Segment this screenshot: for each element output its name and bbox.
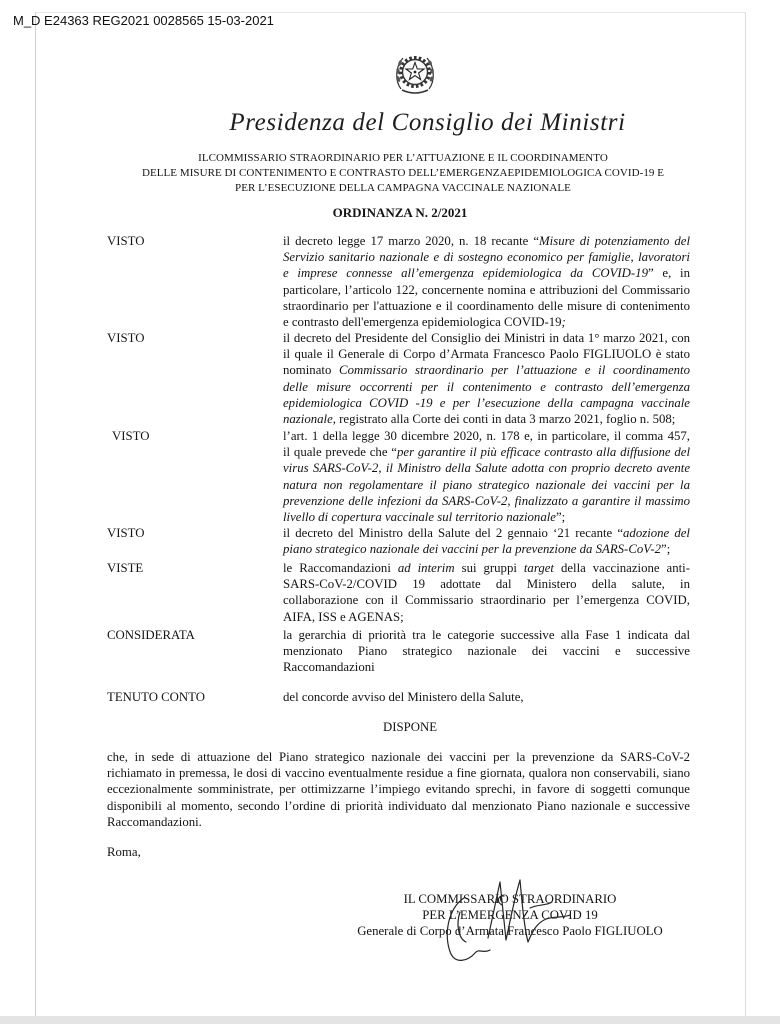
text-run: Raccomandazioni. xyxy=(107,814,202,829)
italic-text-run: delle misure occorrenti per il contenimento e contrasto dell’emergenza xyxy=(283,379,690,394)
premise-label: CONSIDERATA xyxy=(107,628,195,642)
heading-line: PER L’ESECUZIONE DELLA CAMPAGNA VACCINALE NAZIONALE xyxy=(235,182,571,194)
text-line xyxy=(283,592,690,608)
italic-text-run: ; xyxy=(561,315,566,330)
italic-text-run: target xyxy=(523,561,554,575)
premise-text xyxy=(283,689,690,705)
italic-text-run: per garantire il più efficace contrasto alla diffusione del xyxy=(397,445,690,460)
italic-text-run: Commissario straordinario per l’attuazione e il coordinamento xyxy=(339,363,690,378)
premise-text xyxy=(283,330,690,427)
text-line xyxy=(283,314,690,330)
text-run: del concorde avviso del Ministero della Salute, xyxy=(283,690,524,704)
text-run: richiamato in premessa, le dosi di vaccino eventualmente residue a fine giornata, qualora non conservabili, siano xyxy=(107,766,690,781)
italic-text-run: adozione del xyxy=(623,526,690,540)
text-run: menzionato Piano strategico nazionale dei vaccini e successive xyxy=(283,644,690,659)
ordinance-title: ORDINANZA N. 2/2021 xyxy=(332,205,468,220)
premise-text xyxy=(283,233,690,330)
text-line xyxy=(107,749,690,765)
text-line xyxy=(107,814,690,830)
italic-text-run: piano strategico nazionale dei vaccini per la prevenzione da SARS-CoV-2 xyxy=(283,542,662,557)
text-run: nominato xyxy=(283,363,340,378)
text-line xyxy=(283,509,690,525)
protocol-stamp: M_D E24363 REG2021 0028565 15-03-2021 xyxy=(13,13,274,28)
text-run: e contrasto dell'emergenza epidemiologica COVID-19 xyxy=(283,315,562,330)
text-line xyxy=(283,395,690,411)
signer-title: IL COMMISSARIO STRAORDINARIO xyxy=(403,892,617,906)
text-line xyxy=(283,643,690,659)
italic-text-run: Misure di potenziamento del xyxy=(539,234,691,248)
text-run: ”; xyxy=(661,542,671,557)
heading-line: DELLE MISURE DI CONTENIMENTO E CONTRASTO DELL’EMERGENZAEPIDEMIOLOGICA COVID-19 E xyxy=(142,167,664,179)
text-run: il decreto legge 17 marzo 2020, n. 18 recante “ xyxy=(283,234,540,248)
italic-text-run: epidemiologica COVID -19 e per l’esecuzione della campagna vaccinale xyxy=(283,395,690,410)
text-line xyxy=(283,525,690,541)
text-run: particolare, l’articolo 122, concernente nomina e attribuzioni del Commissario xyxy=(283,282,690,297)
italic-text-run: livello di copertura vaccinale sul territorio nazionale xyxy=(283,510,556,525)
text-run: AIFA, ISS e AGENAS; xyxy=(283,609,404,624)
text-line xyxy=(283,282,690,298)
premise-label: VISTO xyxy=(107,234,145,248)
text-line xyxy=(283,627,690,643)
italic-text-run: e imprese connesse all’emergenza epidemiologica da COVID-19 xyxy=(283,266,648,281)
italic-text-run: prevenzione delle infezioni da SARS-CoV-2, finalizzato a garantire il massimo xyxy=(283,493,690,508)
text-line xyxy=(283,689,690,705)
text-line xyxy=(283,411,690,427)
text-line xyxy=(107,765,690,781)
text-run: SARS-CoV-2/COVID 19 adottate dal Ministero della salute, in xyxy=(283,577,690,592)
text-line xyxy=(107,798,690,814)
text-line xyxy=(283,460,690,476)
text-run: straordinario per l'attuazione e il coordinamento delle misure di contenimento xyxy=(283,298,690,313)
premise-label: VISTO xyxy=(107,331,145,345)
text-run: eccezionalmente somministrate, per ottimizzarne l’impiego evitando sprechi, in favore di soggetti comunque xyxy=(107,782,690,797)
dispone-heading: DISPONE xyxy=(382,720,438,734)
text-run: il quale prevede che “ xyxy=(283,445,397,460)
text-line xyxy=(283,659,690,675)
text-run: registrato alla Corte dei conti in data 3 marzo 2021, foglio n. 508; xyxy=(335,412,676,427)
text-run: disponibili al momento, secondo l’ordine di priorità individuato dal menzionato Piano nazionale e successive xyxy=(107,798,690,813)
text-line xyxy=(283,379,690,395)
text-line xyxy=(283,428,690,444)
text-run: l’art. 1 della legge 30 dicembre 2020, n. 178 e, in particolare, il comma 457, xyxy=(283,429,690,443)
text-line xyxy=(283,233,690,249)
text-line xyxy=(283,298,690,314)
text-run: Raccomandazioni xyxy=(283,660,375,675)
text-line xyxy=(283,576,690,592)
text-line xyxy=(283,609,690,625)
premise-label: TENUTO CONTO xyxy=(107,690,205,704)
italic-text-run: Servizio sanitario nazionale e di sostegno economico per famiglie, lavoratori xyxy=(283,250,690,265)
handwritten-signature-icon xyxy=(438,868,573,970)
italic-text-run: virus SARS-CoV-2, il Ministro della Salute adotta con proprio decreto avente xyxy=(283,461,690,476)
italic-text-run: ad interim xyxy=(397,561,455,575)
text-line xyxy=(107,781,690,797)
premise-label: VISTO xyxy=(107,526,145,540)
text-line xyxy=(283,249,690,265)
text-line xyxy=(283,493,690,509)
page-bottom-edge xyxy=(0,1016,780,1024)
text-run: le Raccomandazioni xyxy=(283,561,398,575)
premise-text xyxy=(283,428,690,525)
text-run: il quale il Generale di Corpo d’Armata Francesco Paolo FIGLIUOLO è stato xyxy=(283,347,690,362)
premise-text xyxy=(283,560,690,625)
text-run: il decreto del Ministro della Salute del 2 gennaio ‘21 recante “ xyxy=(283,526,624,540)
text-line xyxy=(283,265,690,281)
premise-label: VISTE xyxy=(107,561,144,575)
text-line xyxy=(283,541,690,557)
operative-paragraph xyxy=(107,749,690,830)
text-run: collaborazione con il Commissario straordinario per l’emergenza COVID, xyxy=(283,593,690,608)
signer-name: Generale di Corpo d’Armata Francesco Paolo FIGLIUOLO xyxy=(357,924,663,939)
text-run: la gerarchia di priorità tra le categorie successive alla Fase 1 indicata dal xyxy=(283,628,690,642)
text-run: il decreto del Presidente del Consiglio dei Ministri in data 1° marzo 2021, con xyxy=(283,331,690,345)
place-of-signing: Roma, xyxy=(107,845,141,859)
italic-text-run: natura non regolamentare il piano strategico nazionale dei vaccini per la xyxy=(283,477,690,492)
text-run: della vaccinazione anti- xyxy=(553,561,690,575)
text-run: ”; xyxy=(555,510,566,525)
premise-label: VISTO xyxy=(112,429,150,443)
text-run: sui gruppi xyxy=(454,561,524,575)
text-line xyxy=(283,477,690,493)
republic-emblem-icon xyxy=(391,49,439,97)
letterhead-title: Presidenza del Consiglio dei Ministri xyxy=(229,109,626,136)
signer-office: PER L’EMERGENZA COVID 19 xyxy=(422,908,598,923)
text-line xyxy=(283,330,690,346)
text-line xyxy=(283,362,690,378)
text-run: che, in sede di attuazione del Piano strategico nazionale dei vaccini per la prevenzione da SARS-CoV-2 xyxy=(107,750,690,764)
text-run: ” e, in xyxy=(647,266,690,281)
premise-text xyxy=(283,627,690,676)
heading-line: ILCOMMISSARIO STRAORDINARIO PER L’ATTUAZIONE E IL COORDINAMENTO xyxy=(198,152,608,164)
text-line xyxy=(283,444,690,460)
text-line xyxy=(283,560,690,576)
text-line xyxy=(283,346,690,362)
premise-text xyxy=(283,525,690,557)
italic-text-run: nazionale, xyxy=(283,412,336,427)
